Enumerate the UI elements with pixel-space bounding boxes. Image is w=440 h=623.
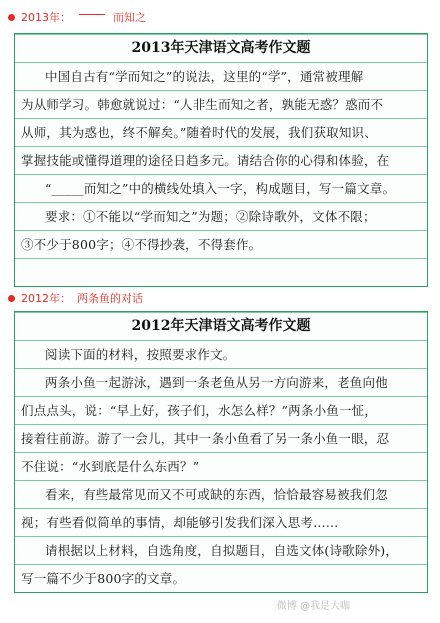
topic-label: 两条鱼的对话 (77, 292, 143, 305)
essay-prompt-2012 (14, 311, 428, 593)
prompt-line: 视；有些看似简单的事情，却能够引发我们深入思考…… (21, 515, 339, 530)
section-header-2013 (8, 8, 146, 26)
prompt-line: 要求：①不能以“学而知之”为题；②除诗歌外，文体不限； (45, 209, 376, 224)
prompt-line: 写一篇不少于800字的文章。 (21, 571, 186, 586)
weibo-watermark: 微博 @我是大咖 (276, 601, 350, 612)
prompt-line: 请根据以上材料，自选角度，自拟题目，自选文体(诗歌除外)， (45, 543, 399, 558)
year-label: 2013年： (21, 11, 71, 24)
prompt-line: 接着往前游。游了一会儿，其中一条小鱼看了另一条小鱼一眼，忍 (21, 431, 390, 446)
prompt-title: 2012年天津语文高考作文题 (131, 318, 311, 334)
prompt-line: 两条小鱼一起游泳，遇到一条老鱼从另一方向游来，老鱼向他 (45, 375, 388, 390)
essay-prompt-2013 (14, 33, 428, 287)
prompt-line: 阅读下面的材料，按照要求作文。 (45, 347, 236, 362)
prompt-line: 不住说：“水到底是什么东西？” (21, 459, 200, 474)
prompt-line: 从师，其为惑也，终不解矣。”随着时代的发展，我们获取知识、 (21, 125, 377, 140)
prompt-line: 看来，有些最常见而又不可或缺的东西，恰恰最容易被我们忽 (45, 487, 388, 502)
prompt-line: “_____而知之”中的横线处填入一字，构成题目，写一篇文章。 (45, 181, 396, 196)
prompt-title: 2013年天津语文高考作文题 (131, 40, 311, 56)
prompt-line: 掌握技能或懂得道理的途径日趋多元。请结合你的心得和体验，在 (21, 153, 390, 168)
prompt-line: ③不少于800字；④不得抄袭，不得套作。 (21, 237, 262, 252)
prompt-line: 中国自古有“学而知之”的说法，这里的“学”，通常被理解 (45, 69, 364, 84)
blank-underline (79, 14, 105, 15)
prompt-line: 为从师学习。韩愈就说过：“人非生而知之者，孰能无惑？惑而不 (21, 97, 384, 112)
year-label: 2012年： (21, 292, 71, 305)
topic-label: 而知之 (113, 11, 146, 24)
bullet-dot-icon (8, 295, 15, 302)
bullet-dot-icon (8, 14, 15, 21)
section-header-2012 (8, 289, 143, 307)
prompt-line: 们点点头，说：“早上好，孩子们，水怎么样？”两条小鱼一怔， (21, 403, 378, 418)
